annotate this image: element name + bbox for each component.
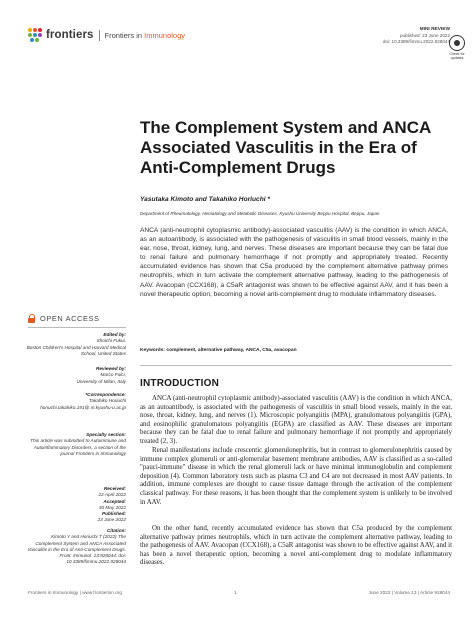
open-access-badge — [28, 314, 100, 323]
intro-paragraph-2: Renal manifestations include crescentic glomerulonephritis, but in contrast to glomerulonephritis caused by immune complex glomeruli or anti-glomerular basement membrane antibodies, AAV is classified as a so-called "pauci-immune" disease in which the renal glomeruli lack or have minimal immunoglobulin and complement deposition (4). Common laboratory tests such as plasma C3 and C4 are not decreased in most AAV patients. In addition, immune complexes are thought to cause tissue damage through the activation of the complement classical pathway. For these reasons, it has been thought that the complement system is unlikely to be involved in AAV. — [140, 447, 452, 506]
edited-by — [26, 332, 126, 357]
received-date: 22 April 2022 — [98, 492, 126, 498]
received-label: Received: — [103, 486, 126, 491]
article-meta — [383, 27, 450, 46]
intro-paragraph-1: ANCA (anti-neutrophil cytoplasmic antibody)-associated vasculitis (AAV) is the condition in which ANCA, as an autoantibody, is associated with the pathogenesis of vasculitis in small blood vessels, mainly in the ear, nose, throat, kidney, lung, and nerves (1). Microscopic polyangiitis (MPA), granulomatous polyangiitis (GPA), and eosinophilic granulomatous polyangiitis (EGPA) are classified as AAV. These diseases are important because they can be fatal due to renal failure and pulmonary hemorrhage if not promptly and appropriately treated (2, 3). — [140, 395, 452, 445]
keywords — [140, 348, 448, 353]
specialty-text: This article was submitted to Autoimmune and Autoinflammatory Disorders, a section of the journal Frontiers in Immunology — [30, 438, 126, 456]
citation — [26, 528, 126, 566]
reviewer-name[interactable]: Marco Folci, — [100, 372, 126, 378]
abstract: ANCA (anti-neutrophil cytoplasmic antibody)-associated vasculitis (AAV) is the condition in which ANCA, as an autoantibody, is associated with the pathogenesis of vasculitis in small blood vessels, mainly in the ear, nose, throat, kidney, lung, and nerves. These diseases are important because they can be fatal due to renal failure and pulmonary hemorrhage if not promptly and appropriately treated. Recently accumulated evidence has shown that C5a produced by the complement alternative pathway primes neutrophils, which in turn activate the complement alternative pathway, leading to the pathogenesis of AAV. Avacopan (CCX168), a C5aR antagonist was shown to be effective against AAV, and it has been a novel therapeutic option, becoming a novel anti-complement drug to modulate inflammatory diseases. — [140, 227, 448, 298]
article-authors[interactable]: Yasutaka Kimoto and Takahiko Horiuchi * — [140, 196, 270, 203]
citation-label: Citation: — [106, 528, 126, 533]
published-label: Published: — [102, 511, 126, 517]
correspondence-name: Takahiko Horiuchi — [88, 398, 126, 404]
article-title: The Complement System and ANCA Associated Vasculitis in the Era of Anti-Complement Drugs — [140, 118, 431, 177]
accepted-label: Accepted: — [103, 498, 126, 504]
article-dates — [26, 486, 126, 524]
doi-link[interactable]: doi: 10.3389/fimmu.2022.928044 — [382, 39, 450, 45]
section-divider — [140, 365, 452, 366]
check-updates-icon — [449, 35, 465, 51]
reviewed-by — [26, 366, 126, 385]
journal-title: Immunology — [144, 30, 186, 40]
brand-name: frontiers — [46, 29, 94, 41]
correspondence-email[interactable]: horiuchi.takahiko.191@ m.kyushu-u.ac.jp — [40, 404, 126, 410]
page-header — [28, 24, 450, 54]
article-type: MINI REVIEW — [419, 27, 450, 32]
journal-logo[interactable] — [28, 28, 185, 42]
introduction-heading: INTRODUCTION — [140, 378, 220, 389]
editor-name[interactable]: Shoichi Fukui, — [96, 338, 126, 344]
editor-affiliation: Boston Children's Hospital and Harvard Medical School, United States — [26, 344, 126, 356]
citation-text: Kimoto Y and Horiuchi T (2022) The Complement System and ANCA Associated Vasculitis in the Era of Anti-Complement Drugs. Front. Immunol. 13:928044. doi: 10.3389/fimmu.2022.928044 — [27, 534, 126, 565]
author-affiliation: Department of Rheumatology, Hematology and Metabolic Diseases, Kyushu University Beppu Hospital, Beppu, Japan — [140, 211, 380, 216]
keywords-label: Keywords: — [140, 348, 166, 353]
footer-issue-info: June 2022 | Volume 13 | Article 928044 — [368, 590, 450, 595]
intro-paragraph-3: On the other hand, recently accumulated evidence has shown that C5a produced by the complement alternative pathway primes neutrophils, which in turn activate the complement alternative pathway, leading to the pathogenesis of AAV. Avacopan (CCX168), a C5aR antagonist was shown to be effective against AAV, and it has been a novel therapeutic option, becoming a novel anti-complement drug to modulate inflammatory diseases. — [140, 525, 452, 567]
check-updates-label: Check for updates — [449, 52, 465, 60]
specialty-label: Specialty section: — [86, 432, 126, 437]
reviewer-affiliation: University of Milan, Italy — [76, 378, 126, 384]
published-date: published: 23 June 2022 — [399, 33, 450, 39]
edited-by-label: Edited by: — [103, 332, 126, 337]
accepted-date: 30 May 2022 — [98, 504, 126, 510]
reviewed-by-label: Reviewed by: — [96, 366, 126, 371]
frontiers-logo-icon — [28, 28, 42, 42]
journal-prefix: Frontiers in — [104, 30, 143, 40]
correspondence — [26, 392, 126, 411]
sidebar-published-date: 23 June 2022 — [97, 517, 126, 523]
sidebar-divider — [28, 327, 126, 328]
keywords-list: complement, alternative pathway, ANCA, C5a, avacopan — [166, 348, 297, 353]
open-access-label: OPEN ACCESS — [40, 314, 100, 323]
specialty-section — [26, 432, 126, 457]
footer-journal-link[interactable]: Frontiers in Immunology | www.frontiersin.org — [28, 590, 122, 595]
check-for-updates-button[interactable] — [446, 35, 468, 60]
correspondence-label: *Correspondence: — [85, 392, 126, 397]
header-divider — [99, 30, 100, 41]
journal-name — [105, 31, 185, 40]
open-lock-icon — [28, 314, 35, 323]
page-number: 1 — [234, 590, 237, 595]
